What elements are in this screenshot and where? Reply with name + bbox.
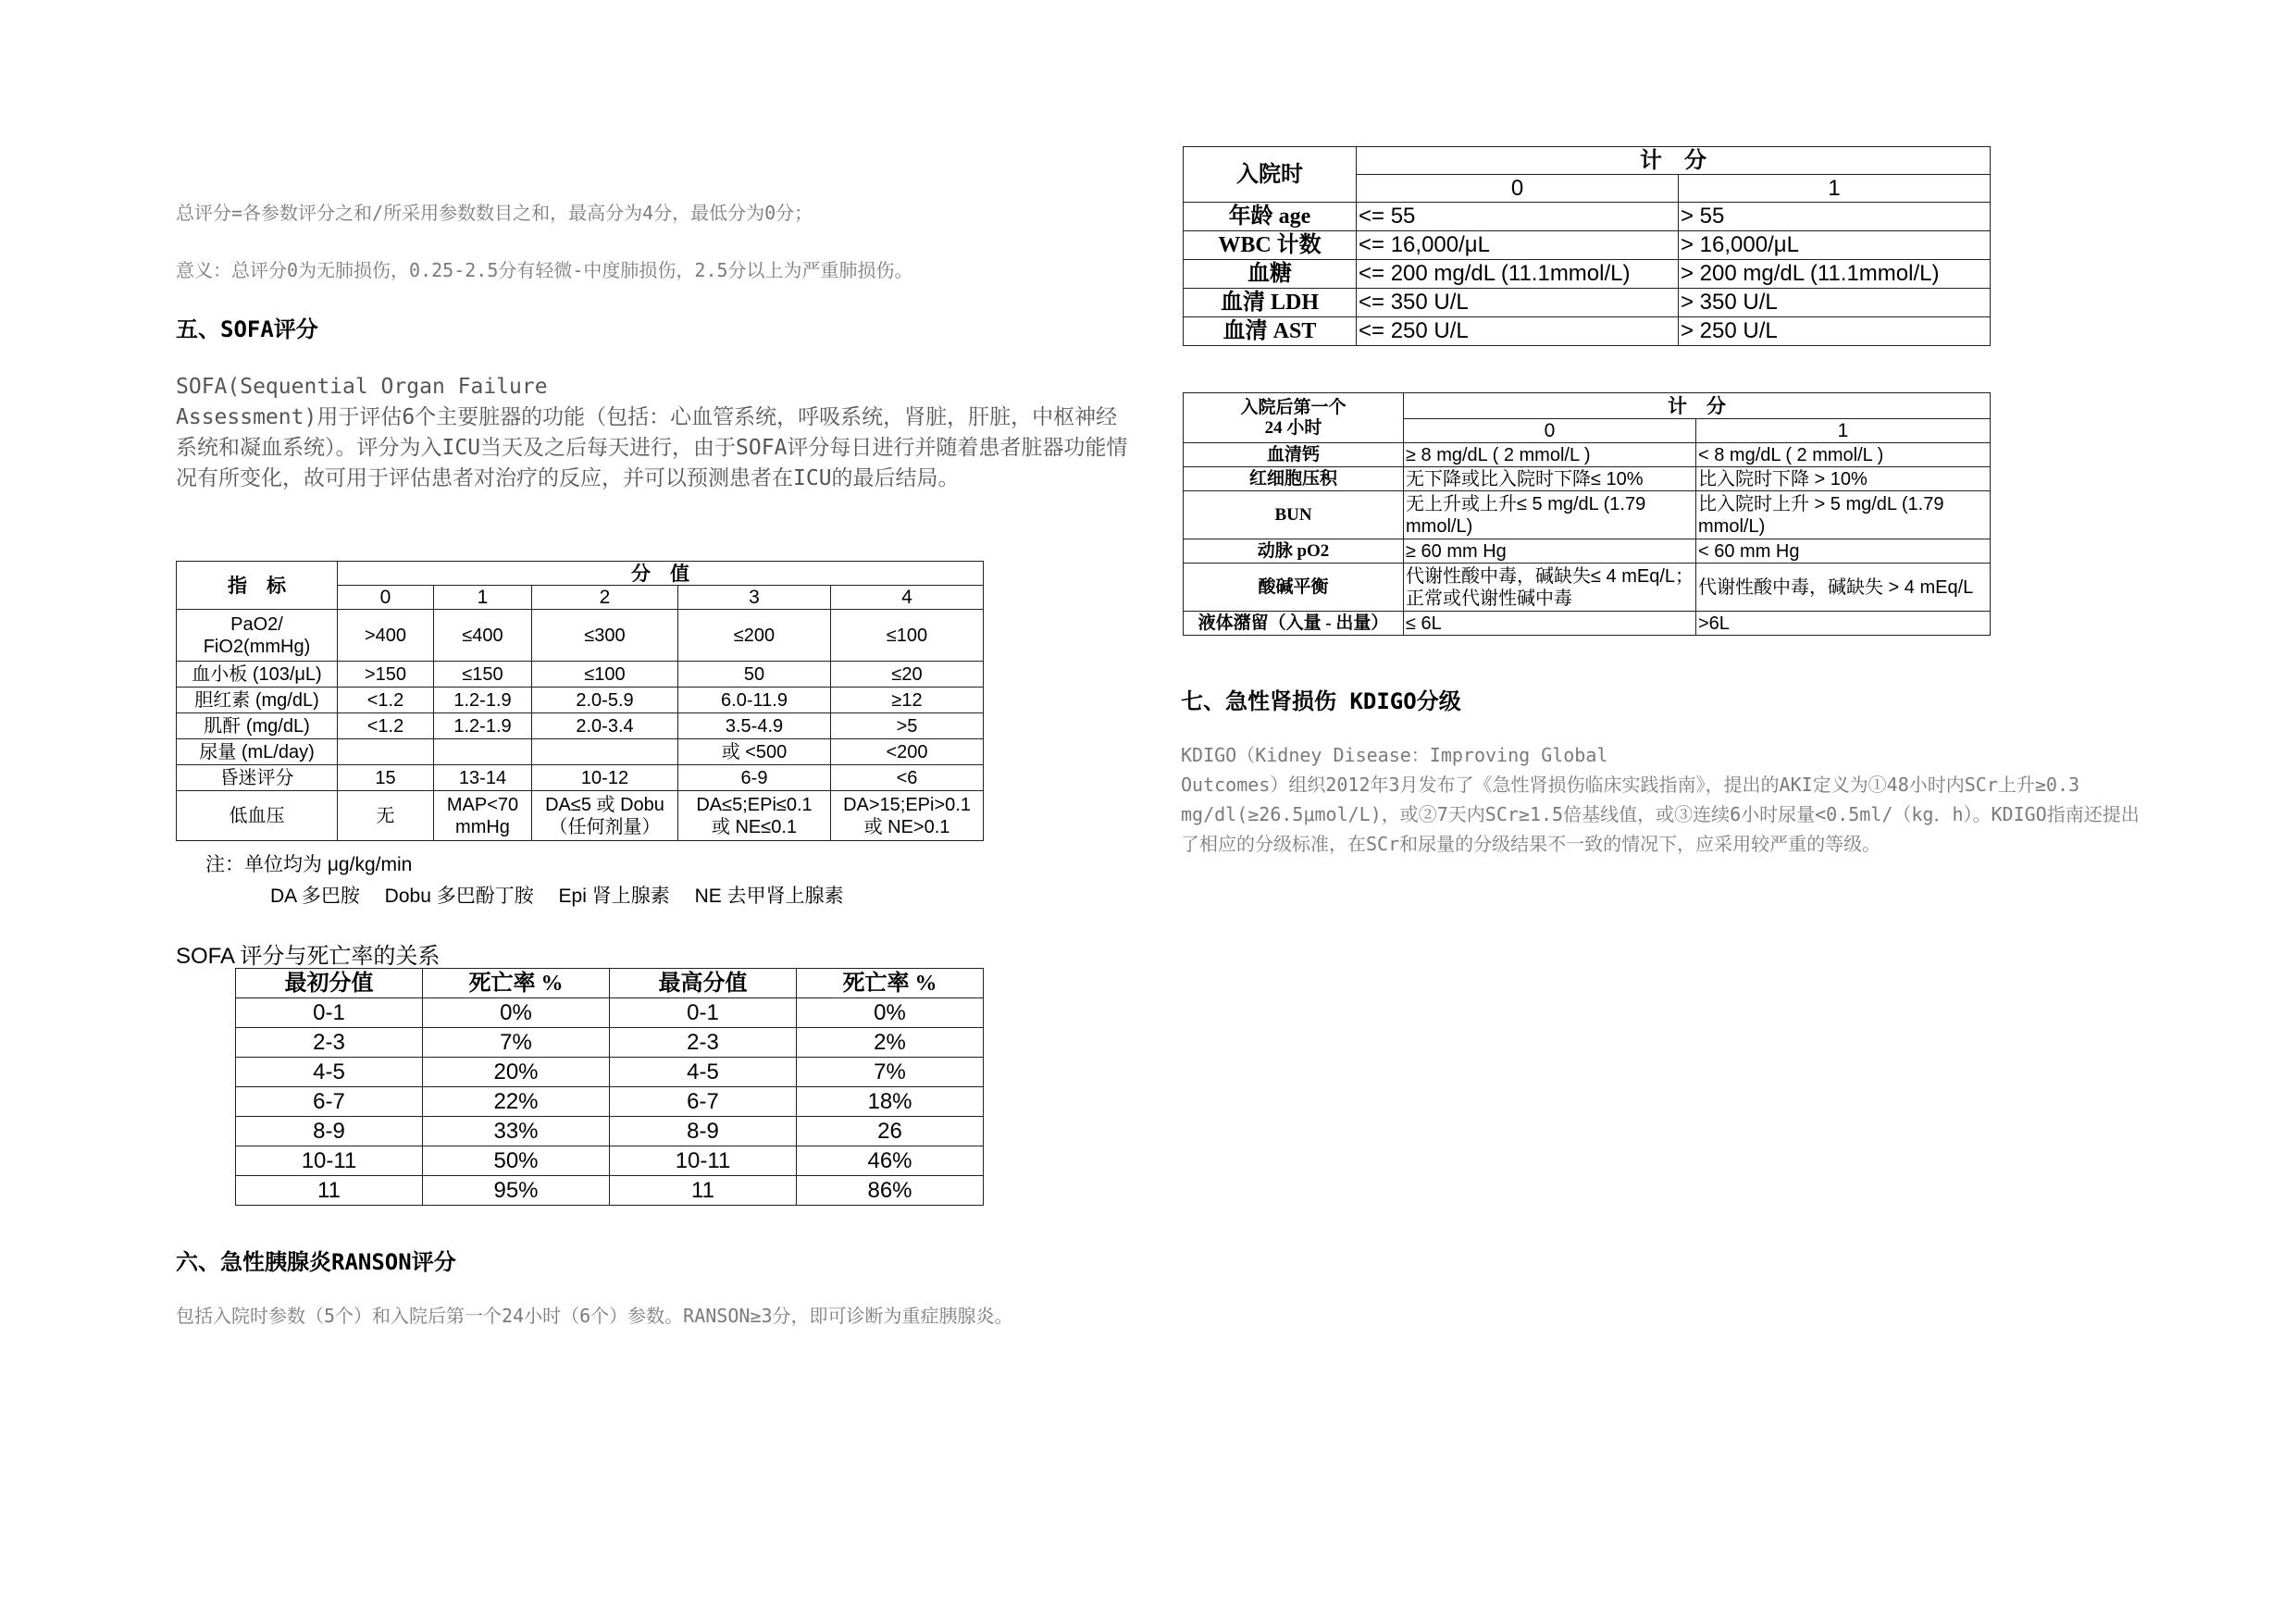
sofa-value-cell: DA≤5 或 Dobu （任何剂量）	[532, 791, 678, 841]
sofa-value-cell: ≤200	[678, 610, 831, 662]
sofa-value-cell: DA>15;EPi>0.1 或 NE>0.1	[831, 791, 984, 841]
sofa-row	[177, 765, 984, 791]
sofa-heading: 五、SOFA评分	[176, 316, 318, 342]
sofa-value-cell: <6	[831, 765, 984, 791]
kdigo-heading: 七、急性肾损伤 KDIGO分级	[1181, 688, 1461, 714]
sofa-table	[176, 561, 984, 841]
sofa-intro-line1: SOFA(Sequential Organ Failure	[176, 375, 548, 399]
admission-value-cell: <= 55	[1357, 203, 1679, 231]
sofa-value-cell: DA≤5;EPi≤0.1 或 NE≤0.1	[678, 791, 831, 841]
h24-value-cell: >6L	[1696, 612, 1991, 636]
h24-header-time: 入院后第一个 24 小时	[1184, 393, 1404, 443]
admission-value-cell: > 16,000/μL	[1679, 231, 1991, 260]
mortality-row	[236, 1058, 984, 1087]
kdigo-description	[1181, 740, 2143, 859]
admission-value-cell: <= 16,000/μL	[1357, 231, 1679, 260]
h24-value-cell: ≥ 60 mm Hg	[1404, 539, 1696, 564]
admission-row	[1184, 317, 1991, 346]
mortality-row	[236, 1087, 984, 1117]
mortality-cell: 86%	[797, 1176, 984, 1206]
mortality-row	[236, 998, 984, 1028]
sofa-intro	[176, 372, 1134, 494]
mortality-cell: 0%	[423, 998, 610, 1028]
h24-row	[1184, 491, 1991, 539]
admission-row	[1184, 231, 1991, 260]
sofa-indicator-cell: 低血压	[177, 791, 338, 841]
h24-value-cell: < 8 mg/dL ( 2 mmol/L )	[1696, 443, 1991, 467]
admission-header-time: 入院时	[1184, 147, 1357, 203]
admission-row	[1184, 260, 1991, 289]
mortality-header: 死亡率 %	[423, 969, 610, 998]
sofa-value-cell: ≤300	[532, 610, 678, 662]
mortality-cell: 26	[797, 1117, 984, 1146]
h24-param-cell: BUN	[1184, 491, 1404, 539]
mortality-row	[236, 1117, 984, 1146]
mortality-cell: 33%	[423, 1117, 610, 1146]
score-meaning: 意义：总评分0为无肺损伤，0.25-2.5分有轻微-中度肺损伤，2.5分以上为严重肺损伤。	[176, 259, 913, 281]
sofa-indicator-cell: 昏迷评分	[177, 765, 338, 791]
sofa-score-col: 4	[831, 586, 984, 610]
h24-row	[1184, 443, 1991, 467]
sofa-indicator-cell: 胆红素 (mg/dL)	[177, 688, 338, 713]
h24-value-cell: 无上升或上升≤ 5 mg/dL (1.79 mmol/L)	[1404, 491, 1696, 539]
sofa-header-indicator: 指 标	[177, 562, 338, 610]
sofa-value-cell: MAP<70 mmHg	[434, 791, 532, 841]
mortality-cell: 11	[236, 1176, 423, 1206]
h24-value-cell: 代谢性酸中毒，碱缺失≤ 4 mEq/L；正常或代谢性碱中毒	[1404, 564, 1696, 612]
mortality-table-title: SOFA 评分与死亡率的关系	[176, 944, 441, 969]
admission-param-cell: 血清 LDH	[1184, 289, 1357, 317]
h24-param-cell: 酸碱平衡	[1184, 564, 1404, 612]
admission-value-cell: <= 350 U/L	[1357, 289, 1679, 317]
sofa-row	[177, 688, 984, 713]
mortality-cell: 50%	[423, 1146, 610, 1176]
mortality-cell: 4-5	[236, 1058, 423, 1087]
mortality-cell: 95%	[423, 1176, 610, 1206]
ranson-admission-table	[1183, 146, 1991, 346]
mortality-row	[236, 1176, 984, 1206]
admission-value-cell: > 55	[1679, 203, 1991, 231]
sofa-score-col: 3	[678, 586, 831, 610]
mortality-cell: 2%	[797, 1028, 984, 1058]
sofa-indicator-cell: 尿量 (mL/day)	[177, 739, 338, 765]
admission-value-cell: > 350 U/L	[1679, 289, 1991, 317]
h24-score-col: 1	[1696, 419, 1991, 443]
sofa-value-cell: 6.0-11.9	[678, 688, 831, 713]
h24-value-cell: 比入院时上升 > 5 mg/dL (1.79 mmol/L)	[1696, 491, 1991, 539]
ranson-24h-table	[1183, 392, 1991, 636]
admission-row	[1184, 289, 1991, 317]
h24-param-cell: 血清钙	[1184, 443, 1404, 467]
sofa-intro-body: Assessment)用于评估6个主要脏器的功能（包括：心血管系统，呼吸系统，肾脏，肝脏，中枢神经系统和凝血系统）。评分为入ICU当天及之后每天进行，由于SOFA评分每日进行并随着患者脏器功能情况有所变化，故可用于评估患者对治疗的反应，并可以预测患者在ICU的最后结局。	[176, 405, 1128, 490]
admission-row	[1184, 203, 1991, 231]
sofa-value-cell: 6-9	[678, 765, 831, 791]
sofa-value-cell	[338, 739, 434, 765]
sofa-value-cell: 15	[338, 765, 434, 791]
sofa-row	[177, 713, 984, 739]
h24-row	[1184, 612, 1991, 636]
h24-param-cell: 液体潴留（入量 - 出量）	[1184, 612, 1404, 636]
mortality-row	[236, 1028, 984, 1058]
h24-value-cell: 比入院时下降 > 10%	[1696, 467, 1991, 491]
sofa-value-cell: 13-14	[434, 765, 532, 791]
admission-value-cell: > 200 mg/dL (11.1mmol/L)	[1679, 260, 1991, 289]
admission-value-cell: <= 200 mg/dL (11.1mmol/L)	[1357, 260, 1679, 289]
h24-row	[1184, 467, 1991, 491]
admission-header-score: 计 分	[1357, 147, 1991, 175]
mortality-cell: 4-5	[610, 1058, 797, 1087]
mortality-table	[235, 968, 984, 1206]
mortality-row	[236, 1146, 984, 1176]
sofa-value-cell: 10-12	[532, 765, 678, 791]
sofa-score-col: 2	[532, 586, 678, 610]
mortality-cell: 20%	[423, 1058, 610, 1087]
sofa-value-cell: <1.2	[338, 688, 434, 713]
sofa-indicator-cell: PaO2/ FiO2(mmHg)	[177, 610, 338, 662]
h24-value-cell: ≥ 8 mg/dL ( 2 mmol/L )	[1404, 443, 1696, 467]
mortality-cell: 18%	[797, 1087, 984, 1117]
sofa-value-cell: 或 <500	[678, 739, 831, 765]
sofa-value-cell: 2.0-5.9	[532, 688, 678, 713]
sofa-value-cell: >400	[338, 610, 434, 662]
sofa-drug-abbreviations: DA 多巴胺 Dobu 多巴酚丁胺 Epi 肾上腺素 NE 去甲肾上腺素	[270, 886, 844, 907]
h24-value-cell: ≤ 6L	[1404, 612, 1696, 636]
sofa-row	[177, 662, 984, 688]
sofa-value-cell	[434, 739, 532, 765]
mortality-cell: 7%	[797, 1058, 984, 1087]
sofa-unit-note: 注：单位均为 μg/kg/min	[205, 854, 413, 875]
mortality-cell: 8-9	[236, 1117, 423, 1146]
sofa-value-cell: ≤100	[532, 662, 678, 688]
h24-param-cell: 动脉 pO2	[1184, 539, 1404, 564]
sofa-value-cell: <1.2	[338, 713, 434, 739]
total-score-formula: 总评分=各参数评分之和/所采用参数数目之和，最高分为4分，最低分为0分；	[176, 202, 813, 224]
h24-param-cell: 红细胞压积	[1184, 467, 1404, 491]
sofa-value-cell: >150	[338, 662, 434, 688]
admission-param-cell: 血清 AST	[1184, 317, 1357, 346]
sofa-indicator-cell: 肌酐 (mg/dL)	[177, 713, 338, 739]
sofa-value-cell: <200	[831, 739, 984, 765]
sofa-value-cell: ≤400	[434, 610, 532, 662]
mortality-cell: 46%	[797, 1146, 984, 1176]
sofa-value-cell	[532, 739, 678, 765]
sofa-value-cell: 50	[678, 662, 831, 688]
h24-header-score: 计 分	[1404, 393, 1991, 419]
sofa-value-cell: ≤100	[831, 610, 984, 662]
mortality-cell: 0%	[797, 998, 984, 1028]
admission-param-cell: 血糖	[1184, 260, 1357, 289]
sofa-indicator-cell: 血小板 (103/μL)	[177, 662, 338, 688]
admission-param-cell: 年龄 age	[1184, 203, 1357, 231]
h24-row	[1184, 564, 1991, 612]
mortality-cell: 6-7	[236, 1087, 423, 1117]
h24-value-cell: 无下降或比入院时下降≤ 10%	[1404, 467, 1696, 491]
mortality-cell: 0-1	[236, 998, 423, 1028]
h24-value-cell: 代谢性酸中毒，碱缺失 > 4 mEq/L	[1696, 564, 1991, 612]
admission-value-cell: <= 250 U/L	[1357, 317, 1679, 346]
sofa-row	[177, 739, 984, 765]
mortality-header: 死亡率 %	[797, 969, 984, 998]
mortality-cell: 7%	[423, 1028, 610, 1058]
sofa-value-cell: 无	[338, 791, 434, 841]
h24-score-col: 0	[1404, 419, 1696, 443]
admission-value-cell: > 250 U/L	[1679, 317, 1991, 346]
kdigo-line1: KDIGO（Kidney Disease：Improving Global	[1181, 744, 1608, 766]
mortality-cell: 2-3	[236, 1028, 423, 1058]
sofa-score-col: 1	[434, 586, 532, 610]
mortality-cell: 22%	[423, 1087, 610, 1117]
h24-row	[1184, 539, 1991, 564]
sofa-header-score: 分 值	[338, 562, 984, 586]
sofa-value-cell: 3.5-4.9	[678, 713, 831, 739]
sofa-value-cell: 2.0-3.4	[532, 713, 678, 739]
admission-param-cell: WBC 计数	[1184, 231, 1357, 260]
ranson-description: 包括入院时参数（5个）和入院后第一个24小时（6个）参数。RANSON≥3分，即可诊断为重症胰腺炎。	[176, 1305, 1013, 1327]
mortality-cell: 11	[610, 1176, 797, 1206]
mortality-cell: 10-11	[610, 1146, 797, 1176]
mortality-header: 最高分值	[610, 969, 797, 998]
admission-score-col: 0	[1357, 175, 1679, 203]
mortality-header: 最初分值	[236, 969, 423, 998]
mortality-cell: 8-9	[610, 1117, 797, 1146]
sofa-row	[177, 610, 984, 662]
sofa-value-cell: ≤150	[434, 662, 532, 688]
sofa-row	[177, 791, 984, 841]
sofa-value-cell: ≤20	[831, 662, 984, 688]
sofa-value-cell: 1.2-1.9	[434, 713, 532, 739]
kdigo-body: Outcomes）组织2012年3月发布了《急性肾损伤临床实践指南》，提出的AKI定义为①48小时内SCr上升≥0.3 mg/dl(≥26.5μmol/L)，或②7天内SCr≥1.5倍基线值，或③连续6小时尿量<0.5ml/（kg．h）。KDIGO指南还提出了相应的分级标准，在SCr和尿量的分级结果不一致的情况下，应采用较严重的等级。	[1181, 774, 2140, 855]
sofa-value-cell: ≥12	[831, 688, 984, 713]
mortality-cell: 0-1	[610, 998, 797, 1028]
sofa-value-cell: >5	[831, 713, 984, 739]
sofa-score-col: 0	[338, 586, 434, 610]
mortality-cell: 6-7	[610, 1087, 797, 1117]
admission-score-col: 1	[1679, 175, 1991, 203]
mortality-cell: 10-11	[236, 1146, 423, 1176]
mortality-cell: 2-3	[610, 1028, 797, 1058]
sofa-value-cell: 1.2-1.9	[434, 688, 532, 713]
h24-value-cell: < 60 mm Hg	[1696, 539, 1991, 564]
ranson-heading: 六、急性胰腺炎RANSON评分	[176, 1249, 456, 1275]
